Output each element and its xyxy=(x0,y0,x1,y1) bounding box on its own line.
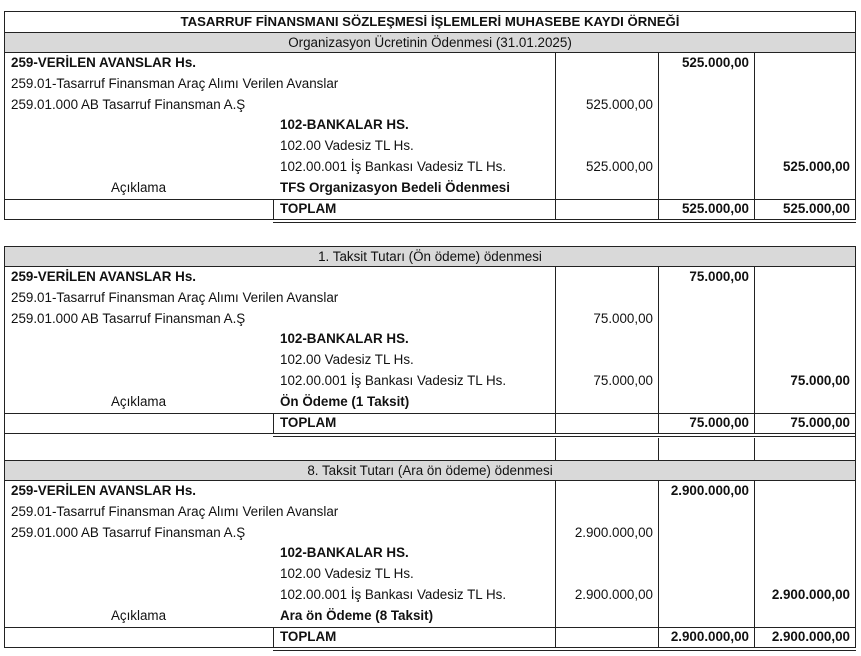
debit-detail-account: 259.01.000 AB Tasarruf Finansman A.Ş xyxy=(11,524,246,540)
sum-debit: 525.000,00 xyxy=(681,200,749,216)
debit-account: 259-VERİLEN AVANSLAR Hs. xyxy=(11,483,197,498)
total-divider xyxy=(273,413,274,434)
credit-detail-amount: 2.900.000,00 xyxy=(574,587,653,602)
sum-credit: 2.900.000,00 xyxy=(771,628,850,644)
credit-account: 102-BANKALAR HS. xyxy=(280,117,409,133)
debit-detail-amount: 2.900.000,00 xyxy=(574,524,653,540)
section-heading: 8. Taksit Tutarı (Ara ön ödeme) ödenmesi xyxy=(4,460,856,481)
column-divider xyxy=(658,481,659,647)
debit-detail-amount: 525.000,00 xyxy=(585,96,653,112)
double-underline xyxy=(273,222,856,223)
description-label: Açıklama xyxy=(110,393,167,409)
total-label: TOPLAM xyxy=(280,414,337,430)
debit-sub-account: 259.01-Tasarruf Finansman Araç Alımı Verilen Avanslar xyxy=(11,75,339,91)
column-divider xyxy=(754,267,755,433)
document-title: TASARRUF FİNANSMANI SÖZLEŞMESİ İŞLEMLERİ MUHASEBE KAYDI ÖRNEĞİ xyxy=(4,11,856,32)
row-divider xyxy=(4,433,856,434)
column-divider xyxy=(555,267,556,433)
border-right xyxy=(855,267,856,433)
credit-total-amount: 2.900.000,00 xyxy=(771,587,850,602)
debit-detail-amount: 75.000,00 xyxy=(593,310,653,326)
border-right xyxy=(855,481,856,647)
description-text: Ön Ödeme (1 Taksit) xyxy=(280,393,410,409)
debit-sub-account: 259.01-Tasarruf Finansman Araç Alımı Verilen Avanslar xyxy=(11,289,339,305)
debit-sub-account: 259.01-Tasarruf Finansman Araç Alımı Verilen Avanslar xyxy=(11,503,339,519)
credit-detail-amount: 75.000,00 xyxy=(593,373,653,388)
debit-total-amount: 75.000,00 xyxy=(689,269,749,284)
column-divider xyxy=(754,53,755,219)
description-text: TFS Organizasyon Bedeli Ödenmesi xyxy=(280,179,510,195)
sum-debit: 75.000,00 xyxy=(689,414,749,430)
double-underline xyxy=(273,650,856,651)
row-divider xyxy=(4,647,856,648)
column-divider xyxy=(658,267,659,433)
credit-account: 102-BANKALAR HS. xyxy=(280,331,409,347)
credit-detail-amount: 525.000,00 xyxy=(585,159,653,174)
column-divider xyxy=(555,481,556,647)
sum-debit: 2.900.000,00 xyxy=(670,628,749,644)
description-text: Ara ön Ödeme (8 Taksit) xyxy=(280,607,434,623)
sum-credit: 75.000,00 xyxy=(790,414,850,430)
debit-detail-account: 259.01.000 AB Tasarruf Finansman A.Ş xyxy=(11,96,246,112)
debit-detail-account: 259.01.000 AB Tasarruf Finansman A.Ş xyxy=(11,310,246,326)
credit-account: 102-BANKALAR HS. xyxy=(280,545,409,561)
section-heading: Organizasyon Ücretinin Ödenmesi (31.01.2025) xyxy=(4,32,856,53)
credit-detail-account: 102.00.001 İş Bankası Vadesiz TL Hs. xyxy=(280,373,507,388)
sum-credit: 525.000,00 xyxy=(782,200,850,216)
border-right xyxy=(855,53,856,219)
credit-sub-account: 102.00 Vadesiz TL Hs. xyxy=(280,138,414,154)
border-left xyxy=(4,433,5,460)
total-label: TOPLAM xyxy=(280,200,337,216)
total-divider xyxy=(273,627,274,648)
description-label: Açıklama xyxy=(110,607,167,623)
total-divider xyxy=(273,199,274,220)
debit-total-amount: 525.000,00 xyxy=(681,55,749,70)
border-right xyxy=(855,433,856,460)
credit-sub-account: 102.00 Vadesiz TL Hs. xyxy=(280,566,414,582)
column-divider xyxy=(754,481,755,647)
column-divider xyxy=(658,438,659,460)
credit-detail-account: 102.00.001 İş Bankası Vadesiz TL Hs. xyxy=(280,159,507,174)
debit-total-amount: 2.900.000,00 xyxy=(670,483,749,498)
column-divider xyxy=(658,53,659,219)
total-label: TOPLAM xyxy=(280,628,337,644)
description-label: Açıklama xyxy=(110,179,167,195)
column-divider xyxy=(754,438,755,460)
column-divider xyxy=(555,438,556,460)
credit-sub-account: 102.00 Vadesiz TL Hs. xyxy=(280,352,414,368)
row-divider xyxy=(4,219,856,220)
credit-detail-account: 102.00.001 İş Bankası Vadesiz TL Hs. xyxy=(280,587,507,602)
section-heading: 1. Taksit Tutarı (Ön ödeme) ödenmesi xyxy=(4,246,856,267)
double-underline xyxy=(273,436,856,437)
debit-account: 259-VERİLEN AVANSLAR Hs. xyxy=(11,269,197,284)
column-divider xyxy=(555,53,556,219)
credit-total-amount: 525.000,00 xyxy=(782,159,850,174)
credit-total-amount: 75.000,00 xyxy=(790,373,850,388)
debit-account: 259-VERİLEN AVANSLAR Hs. xyxy=(11,55,197,70)
